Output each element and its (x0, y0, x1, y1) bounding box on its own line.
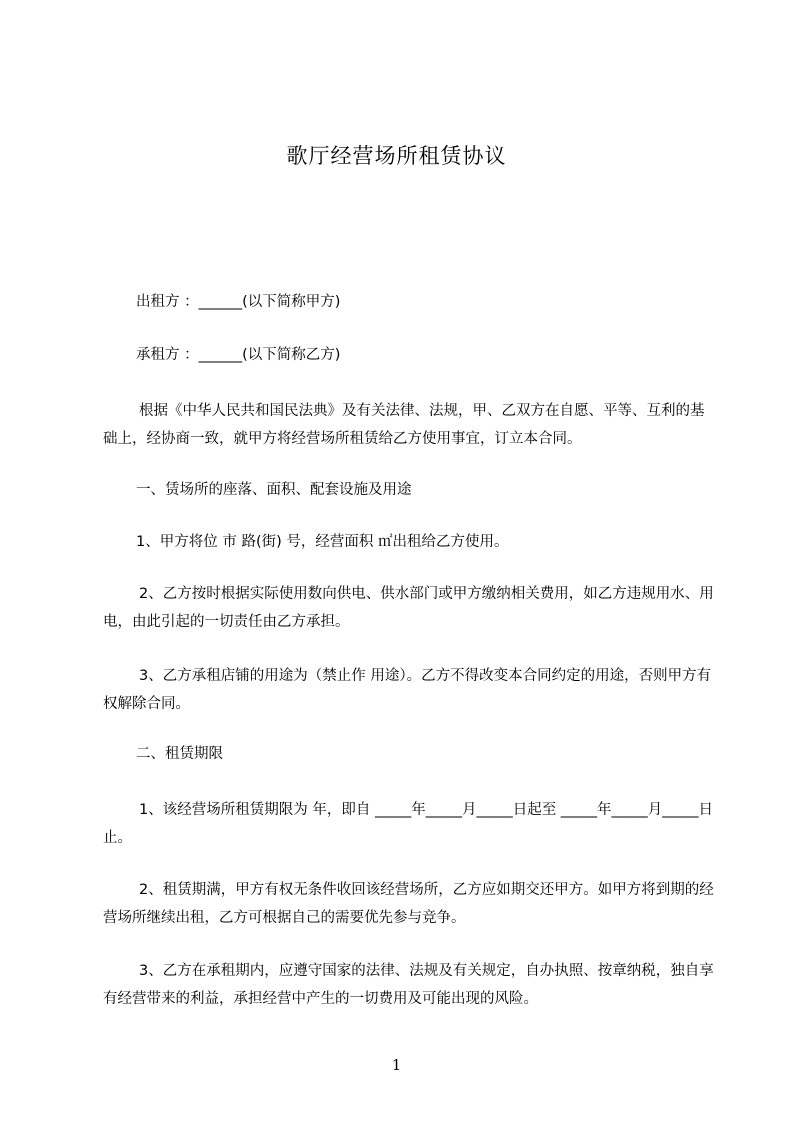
section1-item-1: 1、甲方将位 市 路(街) 号，经营面积 ㎡出租给乙方使用。 (136, 534, 509, 550)
document-title: 歌厅经营场所租赁协议 (286, 144, 507, 168)
page-number: 1 (391, 1056, 402, 1074)
lessor-line: 出租方 ：______(以下简称甲方) (136, 294, 341, 310)
section2-item-2: 2、租赁期满，甲方有权无条件收回该经营场所，乙方应如期交还甲方。如甲方将到期的经营场所继续出租，乙方可根据自己的需要优先参与竞争。 (103, 882, 714, 926)
section2-item-3: 3、乙方在承租期内，应遵守国家的法律、法规及有关规定，自办执照、按章纳税，独自享有经营带来的利益，承担经营中产生的一切费用及可能出现的风险。 (103, 963, 714, 1007)
section1-item-2: 2、乙方按时根据实际使用数向供电、供水部门或甲方缴纳相关费用，如乙方违规用水、用电，由此引起的一切责任由乙方承担。 (103, 586, 714, 630)
preamble-paragraph: 根据《中华人民共和国民法典》及有关法律、法规，甲、乙双方在自愿、平等、互利的基础上，经协商一致，就甲方将经营场所租赁给乙方使用事宜，订立本合同。 (103, 403, 705, 447)
lessee-line: 承租方 ：______(以下简称乙方) (136, 347, 341, 363)
section2-heading: 二、租赁期限 (136, 746, 223, 762)
section2-item-1: 1、该经营场所租赁期限为 年，即自 _____年_____月_____日起至 _____年_____月_____日止。 (103, 802, 714, 846)
section1-item-3: 3、乙方承租店铺的用途为（禁止作 用途）。乙方不得改变本合同约定的用途，否则甲方有权解除合同。 (103, 668, 712, 712)
section1-heading: 一、赁场所的座落、面积、配套设施及用途 (136, 482, 412, 498)
